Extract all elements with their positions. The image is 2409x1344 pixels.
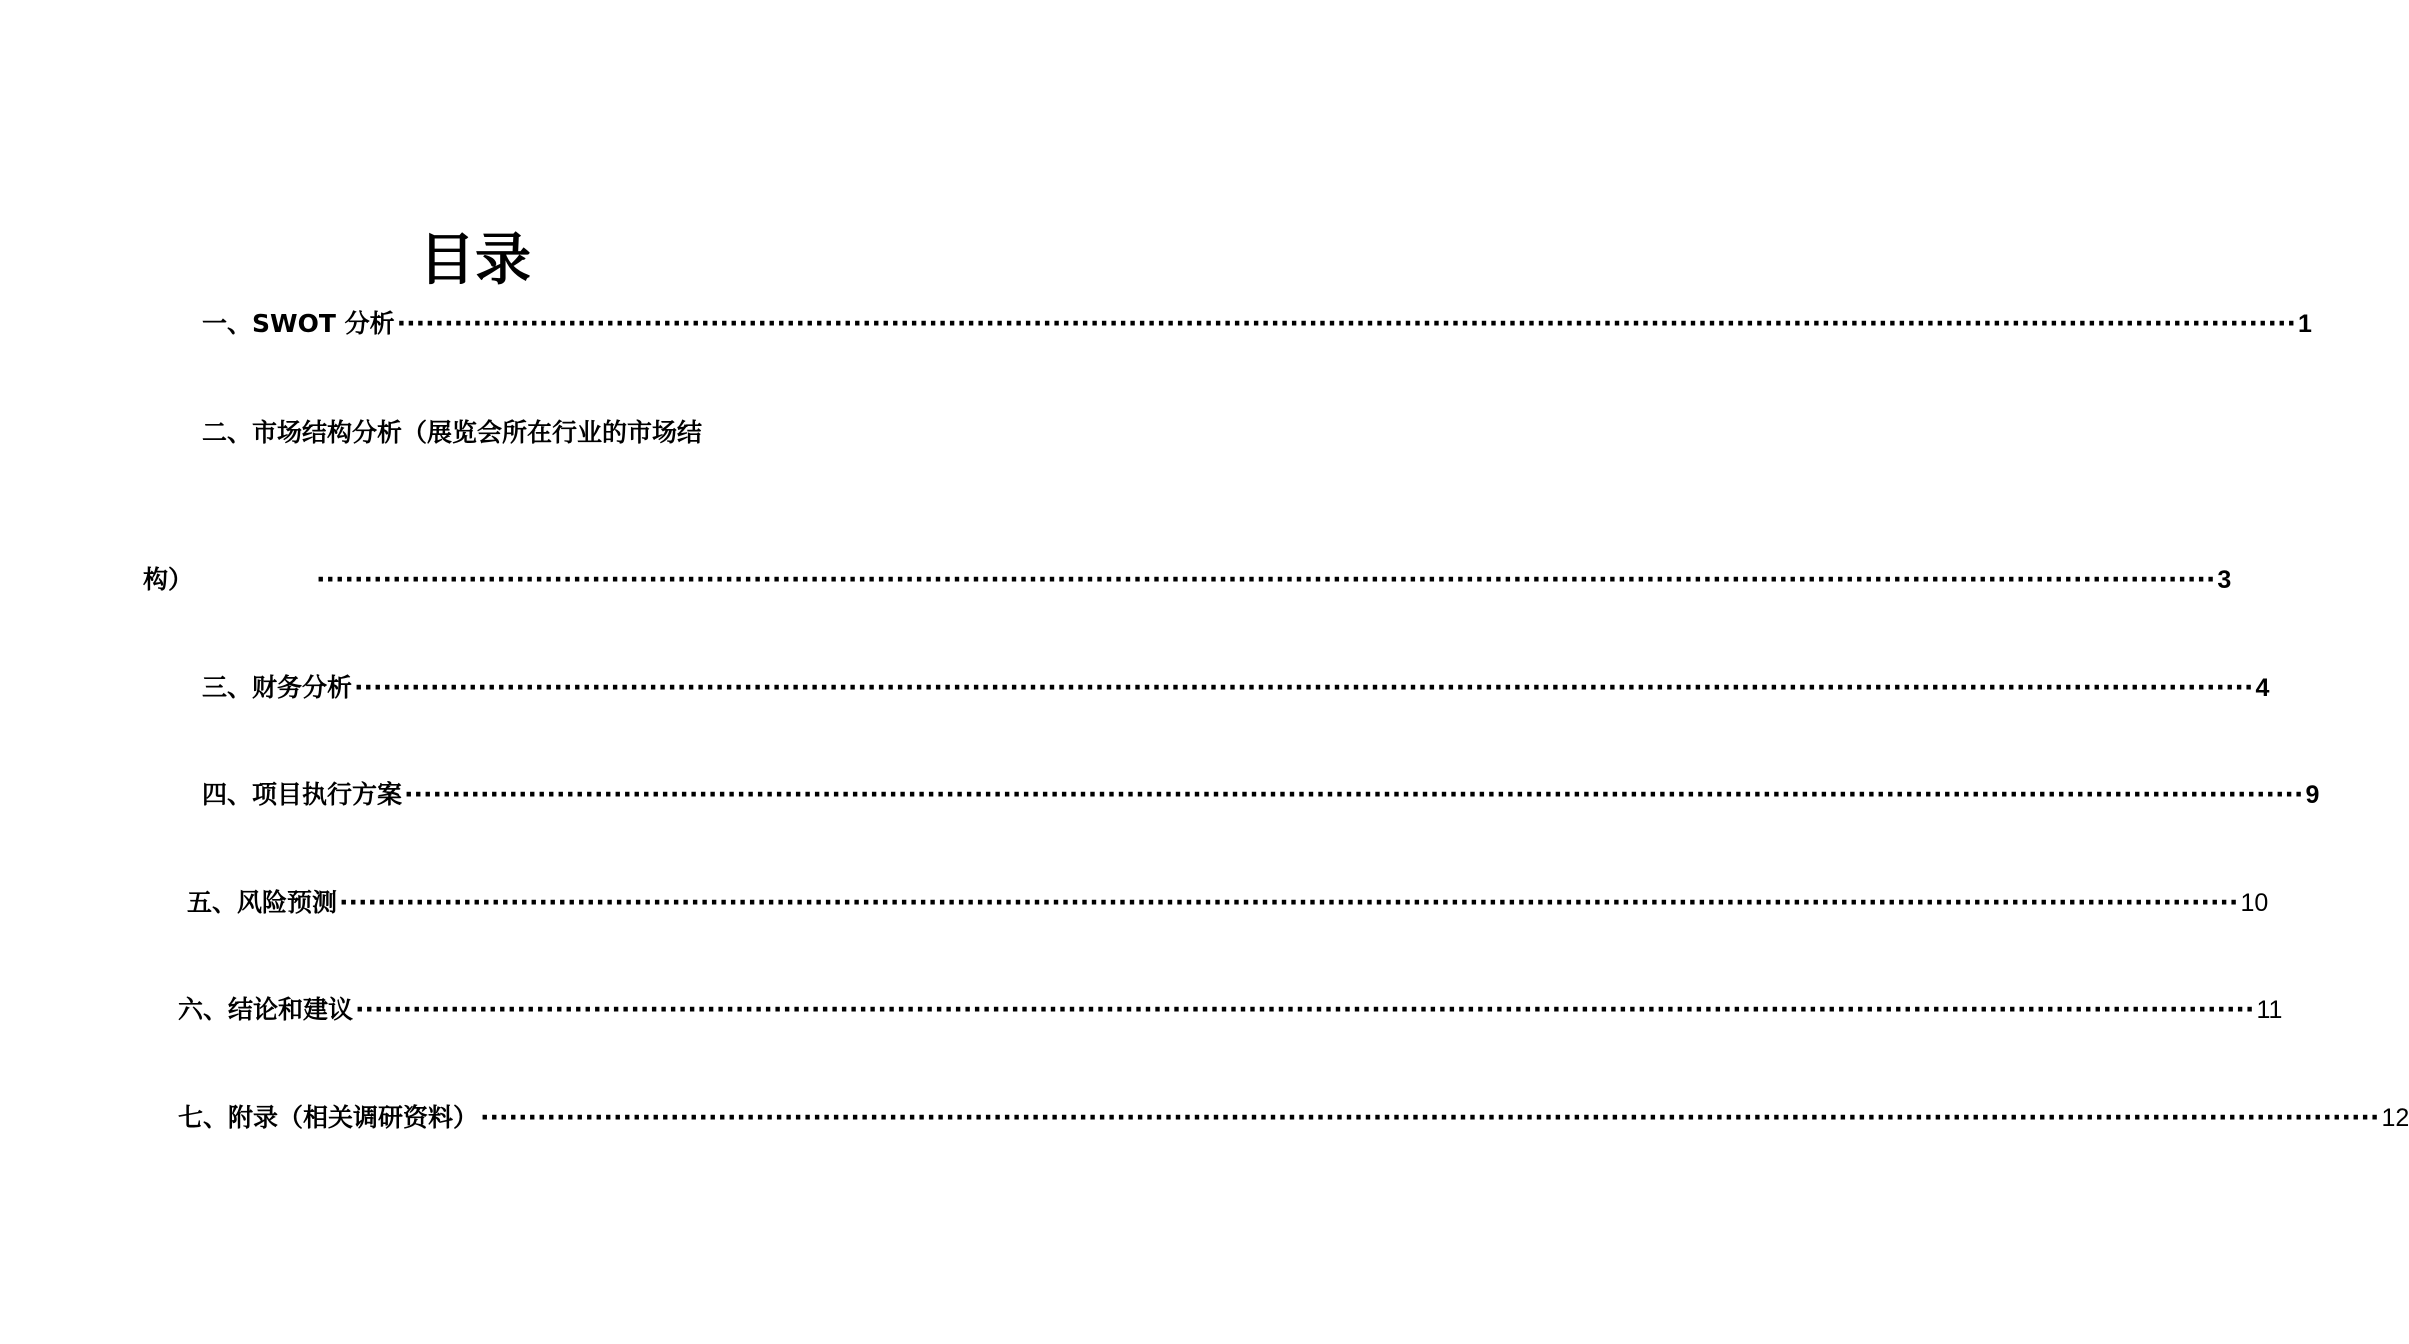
toc-entry-risk[interactable] [187, 886, 2269, 920]
toc-entry-market-structure-line1[interactable]: 二、市场结构分析（展览会所在行业的市场结 [202, 418, 703, 447]
toc-entry-market-structure-line2[interactable]: 构） [143, 565, 194, 594]
toc-entry-label: 七、附录（相关调研资料） [178, 1103, 479, 1132]
toc-leader: ········································································································································································································ [396, 309, 2297, 338]
toc-entry-appendix[interactable] [178, 1101, 2409, 1135]
toc-leader: ········································································································································································································ [316, 565, 2216, 594]
toc-entry-label: 五、风险预测 [187, 888, 338, 917]
toc-entry-label: 四、项目执行方案 [202, 780, 403, 809]
toc-leader: ········································································································································································································ [339, 888, 2239, 917]
toc-entry-execution-plan[interactable] [202, 778, 2320, 812]
toc-page-number: 1 [2298, 310, 2312, 338]
toc-entry-finance[interactable] [202, 671, 2270, 705]
toc-page-number: 9 [2305, 781, 2320, 809]
toc-leader: ········································································································································································································ [354, 673, 2254, 702]
toc-leader: ········································································································································································································ [480, 1103, 2380, 1132]
toc-entry-label: 三、财务分析 [202, 673, 353, 702]
toc-page-number: 3 [2217, 566, 2232, 594]
toc-entry-conclusion[interactable] [178, 993, 2283, 1027]
toc-page-number: 10 [2240, 889, 2269, 917]
toc-page-number: 11 [2256, 996, 2283, 1024]
toc-leader: ········································································································································································································ [355, 995, 2255, 1024]
toc-entry-market-structure-leader[interactable] [316, 563, 2232, 597]
toc-entry-swot[interactable] [202, 307, 2312, 341]
toc-leader: ········································································································································································································ [404, 780, 2304, 809]
toc-entry-label: 一、SWOT 分析 [202, 309, 395, 338]
toc-entry-label: 六、结论和建议 [178, 995, 354, 1024]
toc-page-number: 4 [2255, 674, 2270, 702]
page-title: 目录 [419, 228, 531, 293]
toc-page-number: 12 [2381, 1104, 2409, 1132]
